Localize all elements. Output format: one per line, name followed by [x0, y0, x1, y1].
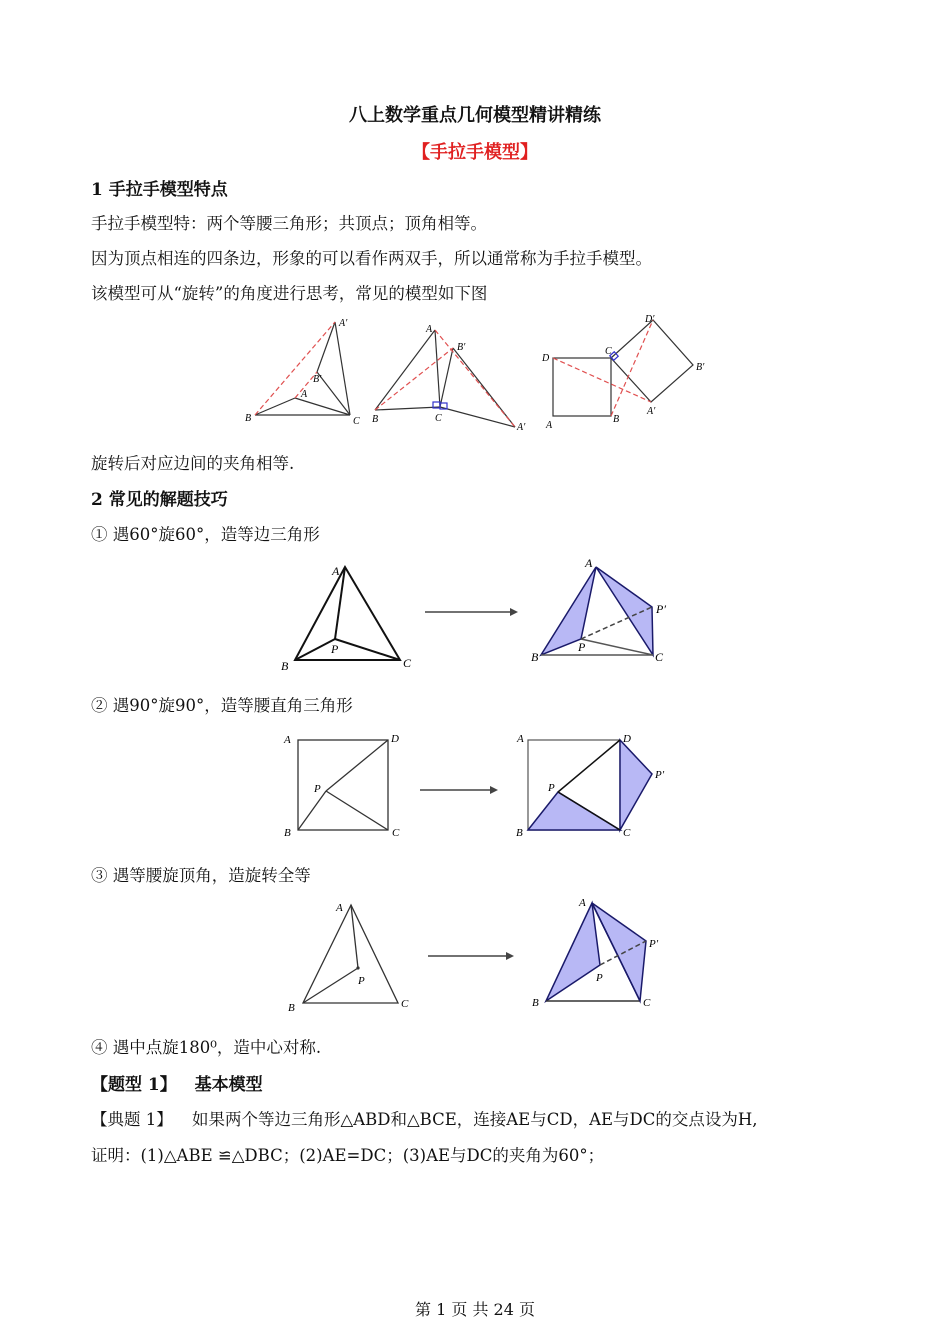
label-d-prime-3: D′: [645, 314, 655, 325]
label-c-2: C: [435, 413, 442, 424]
t3-label-c: C: [401, 998, 409, 1010]
label-b-prime: B′: [313, 374, 322, 385]
tip1-left-triangle: [295, 567, 400, 660]
tip-4: ④ 遇中点旋180⁰，造中心对称.: [91, 1038, 322, 1057]
tip2-right-square: [528, 740, 652, 830]
model-figure-1: [255, 322, 350, 415]
t1-label-a: A: [332, 564, 340, 578]
label-d-3: D: [542, 353, 550, 364]
section1-after-figure: 旋转后对应边间的夹角相等.: [91, 454, 295, 473]
tip-2: ② 遇90°旋90°，造等腰直角三角形: [91, 696, 353, 715]
tip3-figure: [280, 893, 680, 1015]
example-text: 如果两个等边三角形△ABD和△BCE，连接AE与CD，AE与DC的交点设为H,: [192, 1110, 758, 1129]
type1-label: 【题型 1】: [91, 1075, 177, 1095]
label-b-2: B: [372, 414, 379, 425]
t3-label-a-r: A: [579, 897, 586, 909]
t3-label-b: B: [288, 1002, 295, 1014]
label-b-prime-3: B′: [696, 362, 705, 373]
label-a-2: A: [426, 324, 433, 335]
t1-label-c: C: [403, 656, 412, 670]
section1-heading: 1 手拉手模型特点: [91, 180, 228, 200]
label-b-3: B: [613, 414, 620, 425]
label-a-prime: A′: [339, 318, 348, 329]
tip-3: ③ 遇等腰旋顶角，造旋转全等: [91, 866, 311, 885]
t2-label-d: D: [391, 733, 399, 745]
t1-label-p-r: P: [578, 640, 586, 654]
t2-label-c: C: [392, 827, 400, 839]
t1-label-c-r: C: [655, 650, 664, 664]
tip3-right-triangle: [546, 903, 646, 1001]
t2-label-a: A: [284, 734, 291, 746]
label-a-3: A: [546, 420, 553, 431]
type1-heading: [91, 1070, 263, 1095]
t2-label-p-prime: P′: [655, 769, 665, 781]
t3-label-a: A: [336, 902, 343, 914]
tip2-left-square: [298, 740, 388, 830]
label-a-prime-3: A′: [647, 406, 656, 417]
tip3-arrow-head: [506, 952, 514, 960]
t3-label-c-r: C: [643, 997, 651, 1009]
model-figures-row: [235, 310, 715, 440]
t1-label-a-r: A: [585, 556, 593, 570]
tip1-figure: [275, 555, 705, 675]
page-title: 八上数学重点几何模型精讲精练: [349, 105, 601, 126]
label-c-3: C: [605, 346, 612, 357]
section2-heading: 2 常见的解题技巧: [91, 490, 228, 510]
page-subtitle: 【手拉手模型】: [412, 142, 538, 163]
t2-label-b-r: B: [516, 827, 523, 839]
example-1: [91, 1106, 758, 1130]
t3-label-p: P: [358, 975, 365, 987]
type1-name: 基本模型: [194, 1075, 263, 1095]
t2-label-d-r: D: [623, 733, 631, 745]
section1-line-2: 因为顶点相连的四条边，形象的可以看作两双手，所以通常称为手拉手模型。: [91, 249, 652, 268]
model-figure-3: [553, 320, 693, 416]
tip3-left-triangle: [303, 905, 398, 1003]
section1-line-1: 手拉手模型特：两个等腰三角形；共顶点；顶角相等。: [91, 214, 487, 233]
t2-label-p: P: [314, 783, 321, 795]
label-c: C: [353, 416, 360, 427]
tip-1: ① 遇60°旋60°，造等边三角形: [91, 525, 320, 544]
model-figure-2: [375, 330, 515, 427]
t3-label-p-prime: P′: [649, 938, 659, 950]
example-proof: 证明：(1)△ABE ≌△DBC；(2)AE=DC；(3)AE与DC的夹角为60°；: [91, 1146, 605, 1165]
t1-label-p-prime: P′: [656, 602, 666, 616]
tip2-arrow-head: [490, 786, 498, 794]
t3-label-b-r: B: [532, 997, 539, 1009]
page-footer: 第 1 页 共 24 页: [415, 1300, 535, 1319]
section1-line-3: 该模型可从“旋转”的角度进行思考，常见的模型如下图: [91, 284, 488, 303]
tip1-arrow-head: [510, 608, 518, 616]
label-a-prime-2: A′: [517, 422, 526, 433]
t1-label-p: P: [331, 642, 339, 656]
t2-label-c-r: C: [623, 827, 631, 839]
t2-label-p-r: P: [548, 782, 555, 794]
t1-label-b-r: B: [531, 650, 539, 664]
label-b: B: [245, 413, 252, 424]
t3-label-p-r: P: [596, 972, 603, 984]
t1-label-b: B: [281, 659, 289, 673]
label-b-prime-2: B′: [457, 342, 466, 353]
label-a: A: [301, 389, 308, 400]
tip2-figure: [280, 728, 680, 840]
t2-label-b: B: [284, 827, 291, 839]
example-label: 【典题 1】: [91, 1110, 173, 1129]
t2-label-a-r: A: [517, 733, 524, 745]
tip1-right-triangle: [541, 567, 653, 655]
